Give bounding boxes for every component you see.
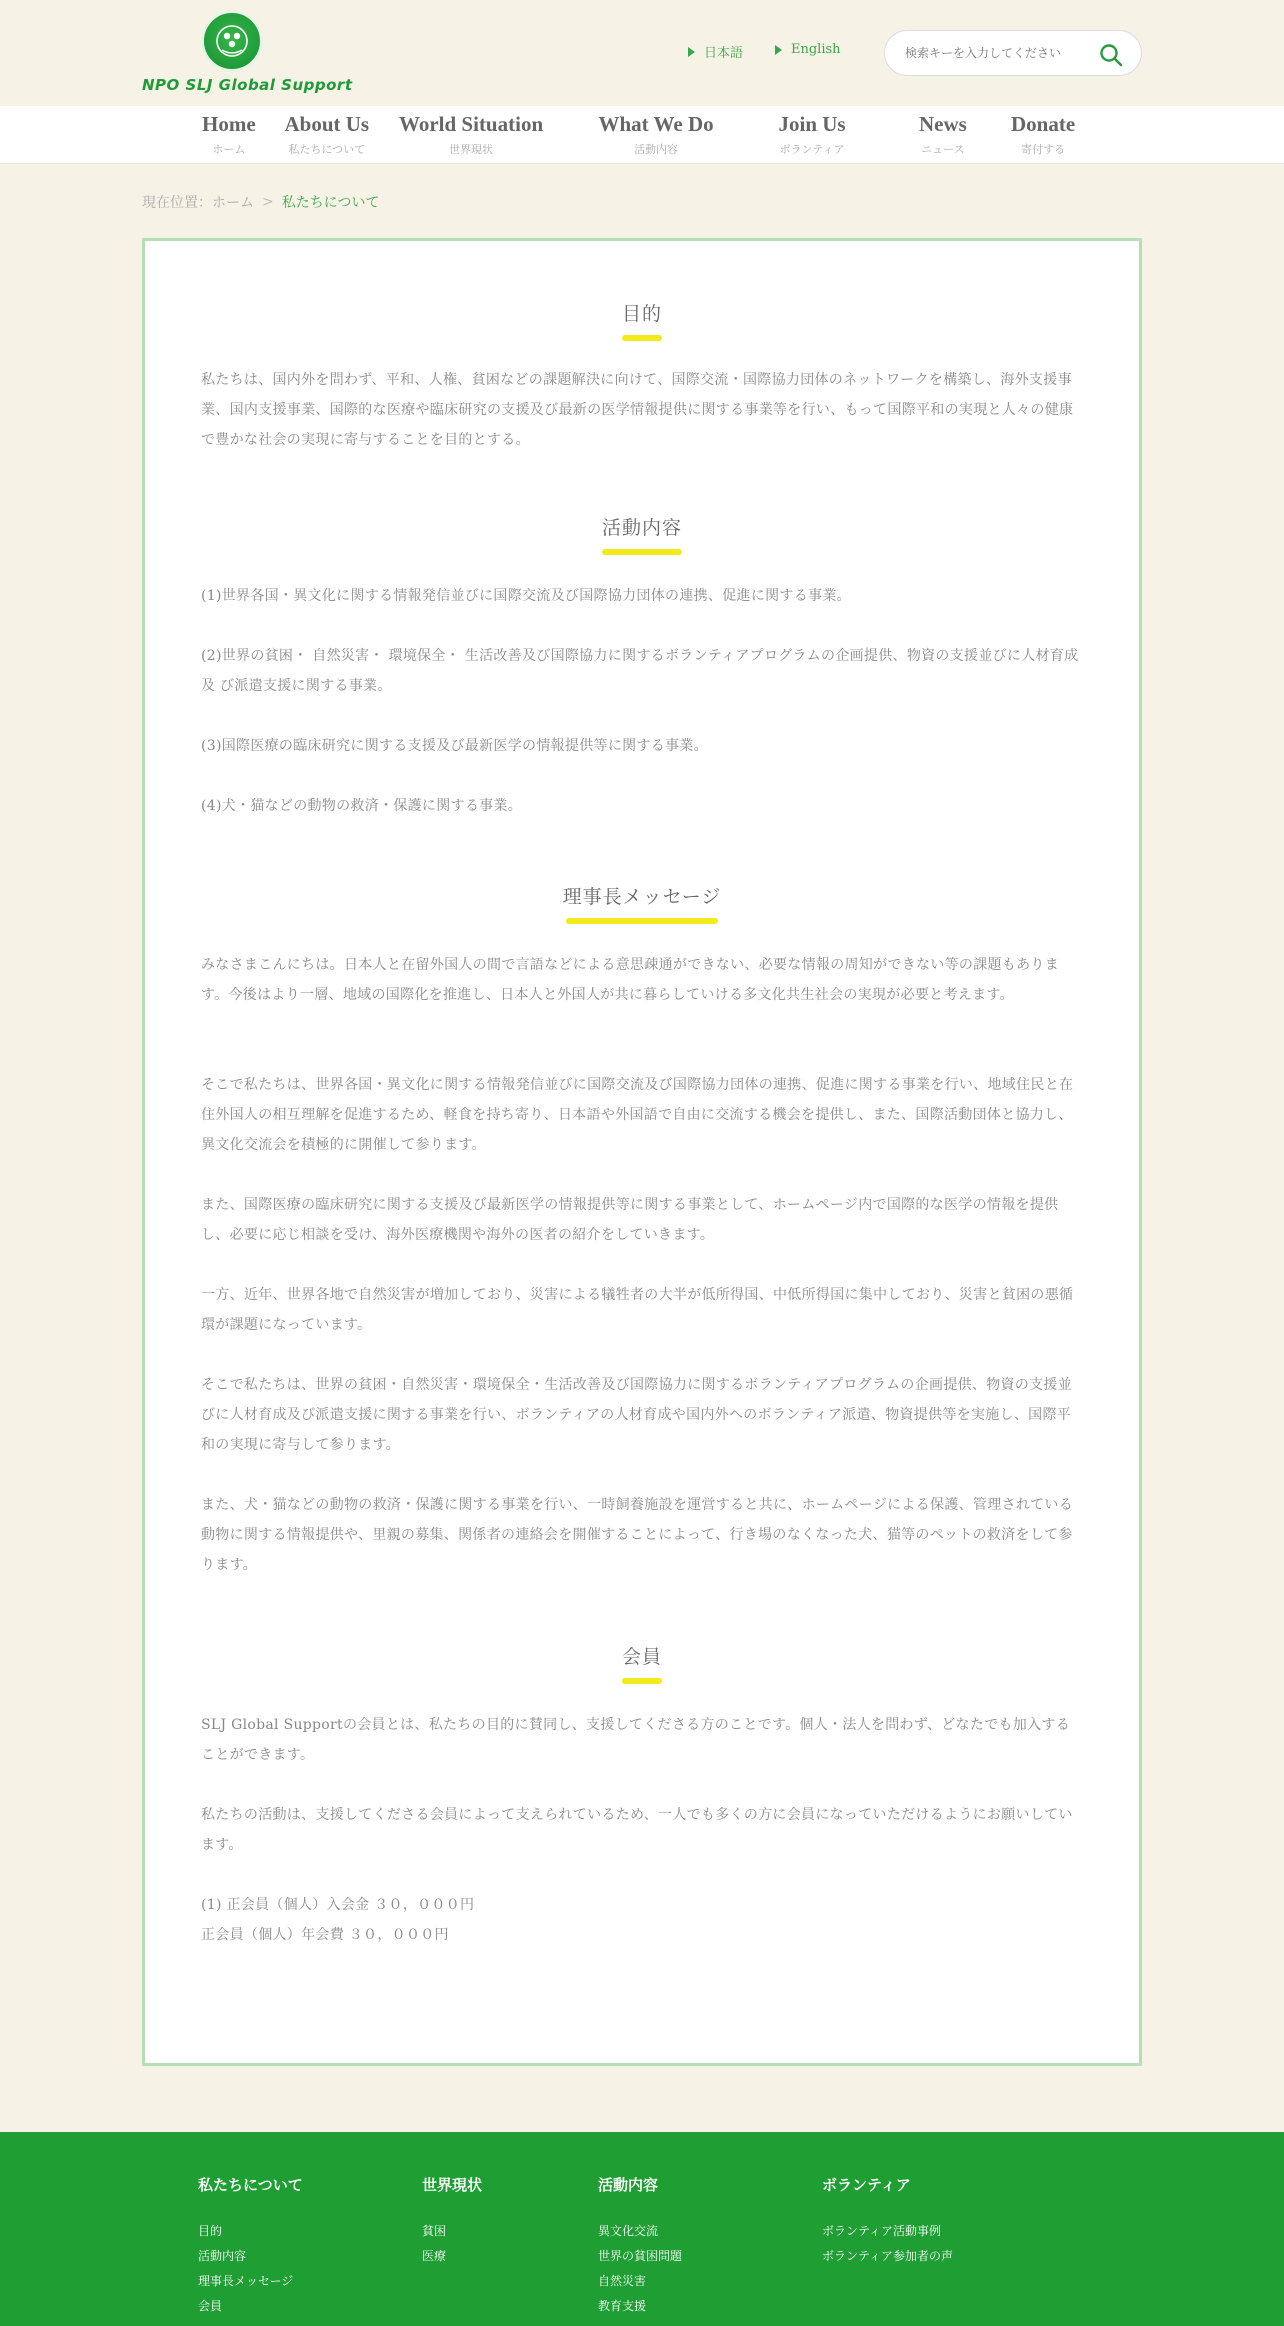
footer-heading[interactable]: 活動内容 [598,2176,659,2194]
footer-heading[interactable]: 世界現状 [422,2176,483,2194]
nav-sublabel: 寄付する [1021,143,1066,156]
footer-link[interactable]: 世界の貧困問題 [598,2249,683,2263]
search-input[interactable] [905,46,1095,60]
footer [0,2132,1284,2326]
members-paragraph: 私たちの活動は、支援してくださる会員によって支えられているため、一人でも多くの方に会員になっていただけるようにお願いしています。 [201,1807,1073,1853]
footer-link[interactable]: 理事長メッセージ [198,2274,294,2288]
section-heading-text: 会員 [621,1646,662,1668]
section-heading [598,513,686,555]
footer-col-world [422,2174,482,2269]
purpose-paragraph: 私たちは、国内外を問わず、平和、人権、貧困などの課題解決に向けて、国際交流・国際協力団体のネットワークを構築し、海外支援事業、国内支援事業、国際的な医療や臨床研究の支援及び最新の医学情報提供に関する事業等を行い、もって国際平和の実現と人々の健康で豊かな社会の実現に寄与することを目的とする。 [201,372,1074,448]
header [0,0,1284,106]
nav-item-join-us[interactable] [779,112,846,157]
lang-label: 日本語 [704,46,744,61]
search-box [884,30,1142,76]
footer-link[interactable]: 活動内容 [198,2249,247,2263]
breadcrumb-home[interactable]: ホーム [212,195,254,211]
footer-link[interactable]: ボランティア活動事例 [822,2224,942,2238]
footer-heading[interactable]: 私たちについて [198,2176,303,2194]
activity-item: (4)犬・猫などの動物の救済・保護に関する事業。 [201,798,523,814]
nav-sublabel: 世界現状 [449,143,494,156]
nav-sublabel: ニュース [921,143,965,156]
highlight-underline [566,918,718,924]
section-title-members [145,1642,1139,1684]
highlight-underline [602,549,682,555]
message-paragraph: そこで私たちは、世界の貧困・自然災害・環境保全・生活改善及び国際協力に関するボランティアプログラムの企画提供、物資の支援並びに人材育成及び派遣支援に関する事業を行い、ボランティアの人材育成や国内外へのボランティア派遣、物資提供等を実施し、国際平和の実現に寄与して参ります。 [201,1377,1073,1453]
nav-sublabel: 私たちについて [288,143,366,156]
nav-item-about-us[interactable] [285,112,370,157]
section-heading [559,882,726,924]
footer-link[interactable]: 異文化交流 [598,2224,659,2238]
message-paragraph: みなさまこんにちは。日本人と在留外国人の間で言語などによる意思疎通ができない、必要な情報の周知ができない等の課題もあります。今後はより一層、地域の国際化を推進し、日本人と外国人が共に暮らしていける多文化共生社会の実現が必要と考えます。 [201,957,1059,1003]
message-paragraph: そこで私たちは、世界各国・異文化に関する情報発信並びに国際交流及び国際協力団体の連携、促進に関する事業を行い、地域住民と在住外国人の相互理解を促進するため、軽食を持ち寄り、日本語や外国語で自由に交流する機会を提供し、また、国際活動団体と協力し、異文化交流会を積極的に開催して参ります。 [201,1077,1074,1153]
chevron-right-icon: > [262,194,274,210]
section-title-activities [145,513,1139,555]
footer-link[interactable]: 医療 [422,2249,447,2263]
nav-label: News [919,112,967,136]
section-heading-text: 目的 [621,303,662,325]
section-heading [618,299,666,341]
nav-item-donate[interactable] [1011,112,1075,157]
footer-link[interactable]: 自然災害 [598,2274,647,2288]
main-nav [0,106,1284,164]
nav-sublabel: ボランティア [779,143,845,156]
triangle-right-icon [688,47,695,57]
highlight-underline [622,1678,662,1684]
nav-item-what-we-do[interactable] [599,112,714,157]
nav-item-home[interactable] [202,112,256,157]
section-heading-text: 理事長メッセージ [562,886,722,908]
lang-link-english[interactable] [775,42,841,57]
section-heading [618,1642,666,1684]
breadcrumb [142,192,379,212]
activity-item: (1)世界各国・異文化に関する情報発信並びに国際交流及び国際協力団体の連携、促進に関する事業。 [201,588,851,604]
site-logo[interactable] [142,10,353,94]
globe-logo-icon [201,10,263,72]
breadcrumb-prefix: 現在位置： [142,195,212,211]
nav-sublabel: 活動内容 [634,143,679,156]
message-paragraph: 一方、近年、世界各地で自然災害が増加しており、災害による犠牲者の大半が低所得国、中低所得国に集中しており、災害と貧困の悪循環が課題になっています。 [201,1287,1074,1333]
footer-heading[interactable]: ボランティア [822,2176,911,2194]
nav-label: What We Do [598,112,714,136]
footer-link[interactable]: 貧困 [422,2224,447,2238]
members-paragraph: SLJ Global Supportの会員とは、私たちの目的に賛同し、支援してくださる方のことです。個人・法人を問わず、どなたでも加入することができます。 [201,1717,1071,1763]
nav-label: Home [202,112,256,136]
content-box [142,238,1142,2066]
lang-label: English [791,42,841,57]
nav-sublabel: ホーム [212,143,246,156]
section-heading-text: 活動内容 [601,517,682,539]
footer-col-volunteer [822,2174,953,2269]
message-paragraph: また、犬・猫などの動物の救済・保護に関する事業を行い、一時飼養施設を運営すると共に、ホームページによる保護、管理されている動物に関する情報提供や、里親の募集、関係者の連絡会を開催することによって、行き場のなくなった犬、猫等のペットの救済をして参ります。 [201,1497,1074,1573]
nav-label: Join Us [778,112,846,136]
footer-col-activities [598,2174,682,2319]
lang-link-japanese[interactable] [688,42,743,61]
nav-item-news[interactable] [919,112,967,157]
footer-link[interactable]: 目的 [198,2224,223,2238]
section-title-purpose [145,299,1139,341]
activity-item: (3)国際医療の臨床研究に関する支援及び最新医学の情報提供等に関する事業。 [201,738,708,754]
activity-item: (2)世界の貧困・ 自然災害・ 環境保全・ 生活改善及び国際協力に関するボランティアプログラムの企画提供、物資の支援並びに人材育成及 び派遣支援に関する事業。 [201,648,1079,694]
nav-label: Donate [1011,112,1076,136]
footer-link[interactable]: ボランティア参加者の声 [822,2249,954,2263]
nav-label: World Situation [399,112,544,136]
triangle-right-icon [775,45,782,55]
highlight-underline [622,335,662,341]
search-icon[interactable] [1099,43,1123,71]
footer-link[interactable]: 教育支援 [598,2299,647,2313]
breadcrumb-current: 私たちについて [281,195,380,211]
nav-item-world-situation[interactable] [399,112,543,157]
message-paragraph: また、国際医療の臨床研究に関する支援及び最新医学の情報提供等に関する事業として、ホームページ内で国際的な医学の情報を提供し、必要に応じ相談を受け、海外医療機関や海外の医者の紹介をしていきます。 [201,1197,1059,1243]
nav-label: About Us [284,112,370,136]
section-title-message [145,882,1139,924]
membership-fee-entry: (1) 正会員（個人）入会金 ３０，０００円 [201,1897,475,1913]
footer-col-about [198,2174,303,2319]
logo-text: NPO SLJ Global Support [142,76,353,94]
membership-fee-annual: 正会員（個人）年会費 ３０，０００円 [201,1927,449,1943]
footer-link[interactable]: 会員 [198,2299,223,2313]
